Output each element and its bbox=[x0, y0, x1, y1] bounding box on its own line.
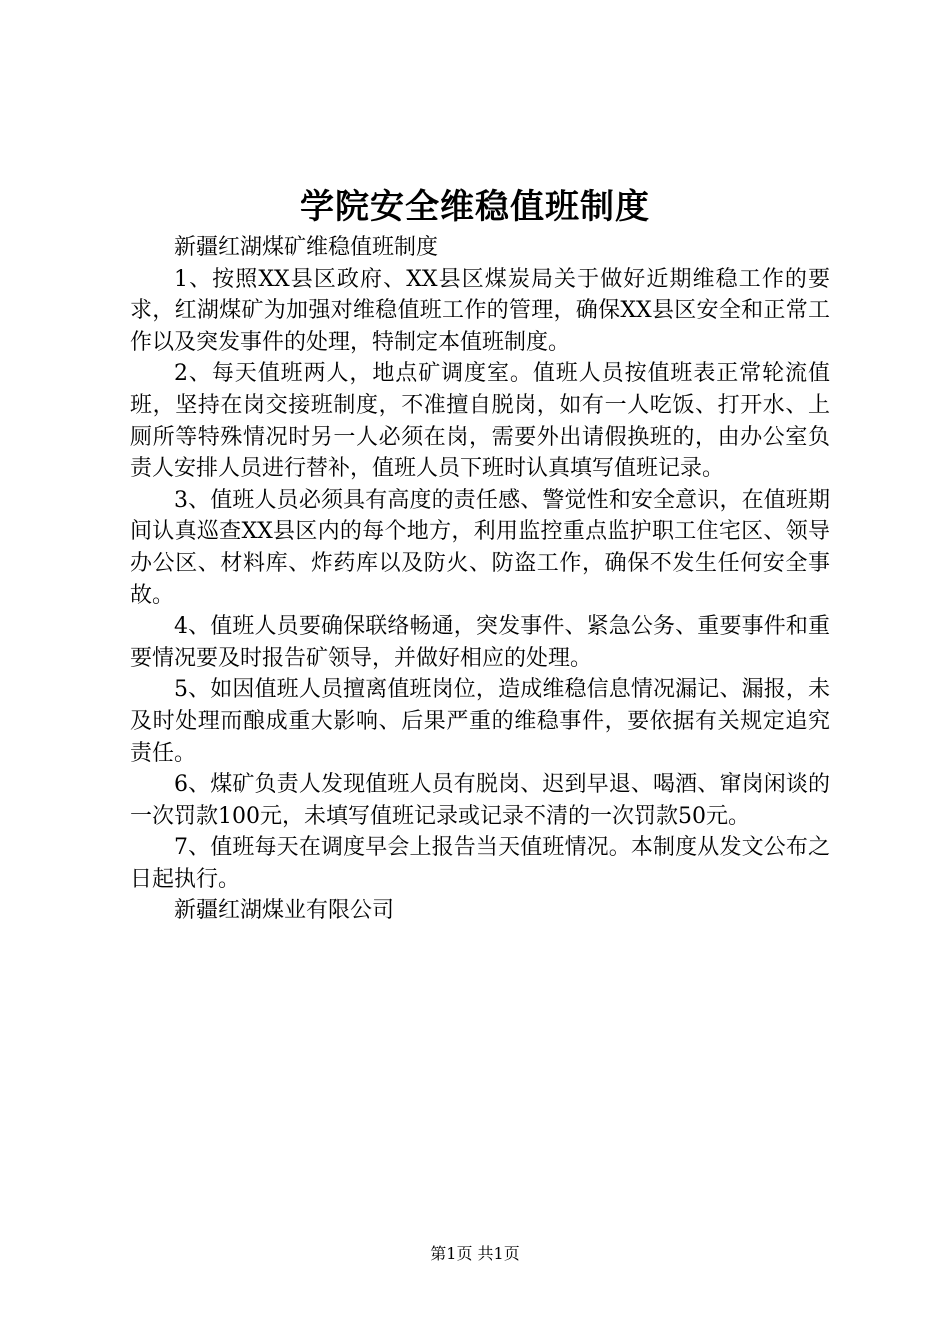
document-body bbox=[130, 232, 830, 927]
clause-1-paragraph: 1、按照XX县区政府、XX县区煤炭局关于做好近期维稳工作的要求，红湖煤矿为加强对维稳值班工作的管理，确保XX县区安全和正常工作以及突发事件的处理，特制定本值班制度。 bbox=[130, 266, 830, 355]
clause-4-paragraph: 4、值班人员要确保联络畅通，突发事件、紧急公务、重要事件和重要情况要及时报告矿领导，并做好相应的处理。 bbox=[130, 614, 830, 671]
clause-5-paragraph: 5、如因值班人员擅离值班岗位，造成维稳信息情况漏记、漏报，未及时处理而酿成重大影响、后果严重的维稳事件，要依据有关规定追究责任。 bbox=[130, 677, 830, 766]
document-title: 学院安全维稳值班制度 bbox=[300, 187, 650, 227]
clause-3-paragraph: 3、值班人员必须具有高度的责任感、警觉性和安全意识，在值班期间认真巡查XX县区内的每个地方，利用监控重点监护职工住宅区、领导办公区、材料库、炸药库以及防火、防盗工作，确保不发生任何安全事故。 bbox=[130, 487, 830, 608]
clause-6-paragraph: 6、煤矿负责人发现值班人员有脱岗、迟到早退、喝酒、窜岗闲谈的一次罚款100元，未填写值班记录或记录不清的一次罚款50元。 bbox=[130, 772, 830, 829]
signature-company: 新疆红湖煤业有限公司 bbox=[174, 898, 395, 924]
page-footer: 第1页 共1页 bbox=[430, 1244, 520, 1263]
subtitle-paragraph: 新疆红湖煤矿维稳值班制度 bbox=[174, 235, 439, 260]
clause-7-paragraph: 7、值班每天在调度早会上报告当天值班情况。本制度从发文公布之日起执行。 bbox=[130, 835, 830, 892]
clause-2-paragraph: 2、每天值班两人，地点矿调度室。值班人员按值班表正常轮流值班，坚持在岗交接班制度，不准擅自脱岗，如有一人吃饭、打开水、上厕所等特殊情况时另一人必须在岗，需要外出请假换班的，由办公室负责人安排人员进行替补，值班人员下班时认真填写值班记录。 bbox=[130, 361, 830, 482]
